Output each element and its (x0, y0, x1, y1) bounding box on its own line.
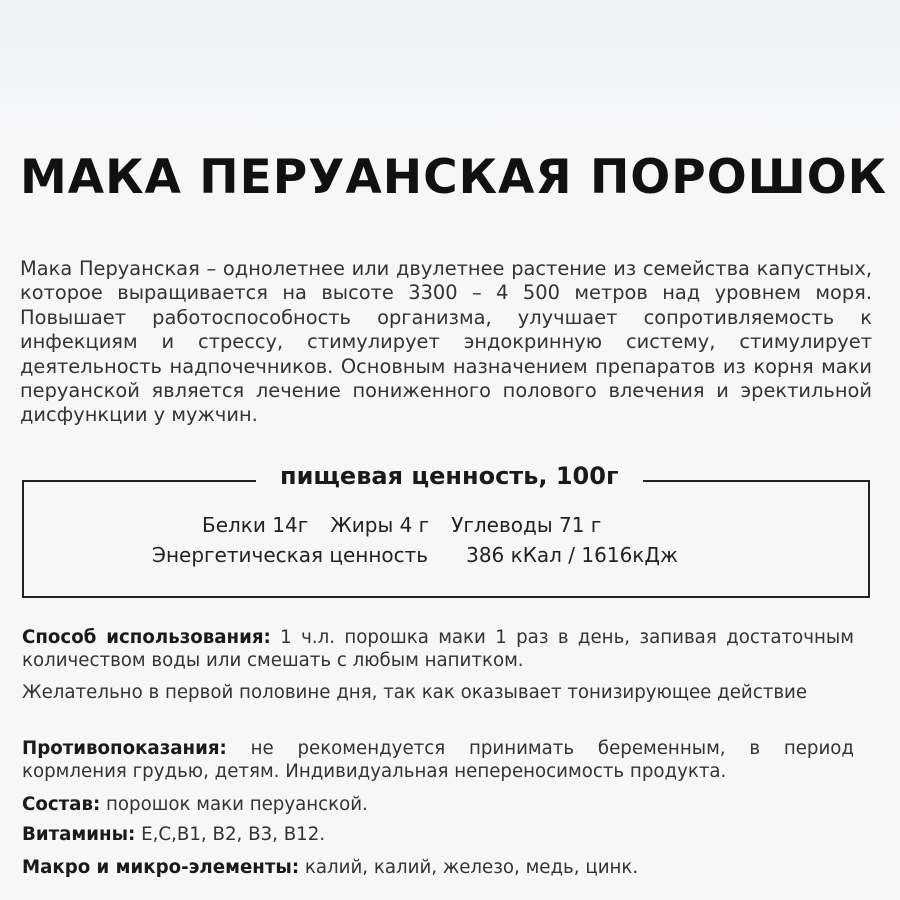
product-description: Мака Перуанская – однолетнее или двулетнее растение из семейства капустных, которое выращивается на высоте 3300 – 4 500 метров над уровнем моря. Повышает работоспособность организма, улучшает сопротивляемость к инфекциям и стрессу, стимулирует эндокринную систему, стимулирует деятельность надпочечников. Основным назначением препаратов из корня маки перуанской является лечение пониженного полового влечения и эректильной дисфункции у мужчин. (20, 257, 872, 427)
vitamins-section (22, 823, 854, 846)
minerals-text: калий, калий, железо, медь, цинк. (299, 857, 639, 878)
minerals-label: Макро и микро-элементы: (22, 857, 300, 878)
energy-value: 386 кКал / 1616кДж (466, 543, 679, 567)
nutrition-title: пищевая ценность, 100г (256, 462, 643, 490)
vitamins-text: E,C,B1, B2, B3, B12. (135, 824, 326, 845)
usage-section (22, 626, 854, 672)
vitamins-label: Витамины: (22, 824, 136, 845)
composition-text: порошок маки перуанской. (100, 794, 368, 815)
product-title: МАКА ПЕРУАНСКАЯ ПОРОШОК (20, 150, 888, 205)
nutrition-fat: Жиры 4 г (330, 513, 430, 537)
contraindications-text: не рекомендуется принимать беременным, в период кормления грудью, детям. Индивидуальная непереносимость продукта. (22, 738, 854, 782)
nutrition-energy (152, 543, 678, 567)
contraindications-label: Противопоказания: (22, 738, 227, 759)
nutrition-box (22, 462, 870, 598)
usage-text: 1 ч.л. порошка маки 1 раз в день, запивая достаточным количеством воды или смешать с любым напитком. (22, 627, 854, 671)
nutrition-macros (202, 513, 623, 537)
timing-note: Желательно в первой половине дня, так как оказывает тонизирующее действие (22, 682, 808, 703)
nutrition-protein: Белки 14г (202, 513, 309, 537)
composition-section (22, 793, 854, 816)
contraindications-section (22, 737, 854, 783)
label-top-band (0, 0, 900, 130)
usage-label: Способ использования: (22, 627, 271, 648)
energy-label: Энергетическая ценность (152, 543, 429, 567)
nutrition-carbs: Углеводы 71 г (451, 513, 602, 537)
minerals-section (22, 856, 854, 879)
composition-label: Состав: (22, 794, 101, 815)
